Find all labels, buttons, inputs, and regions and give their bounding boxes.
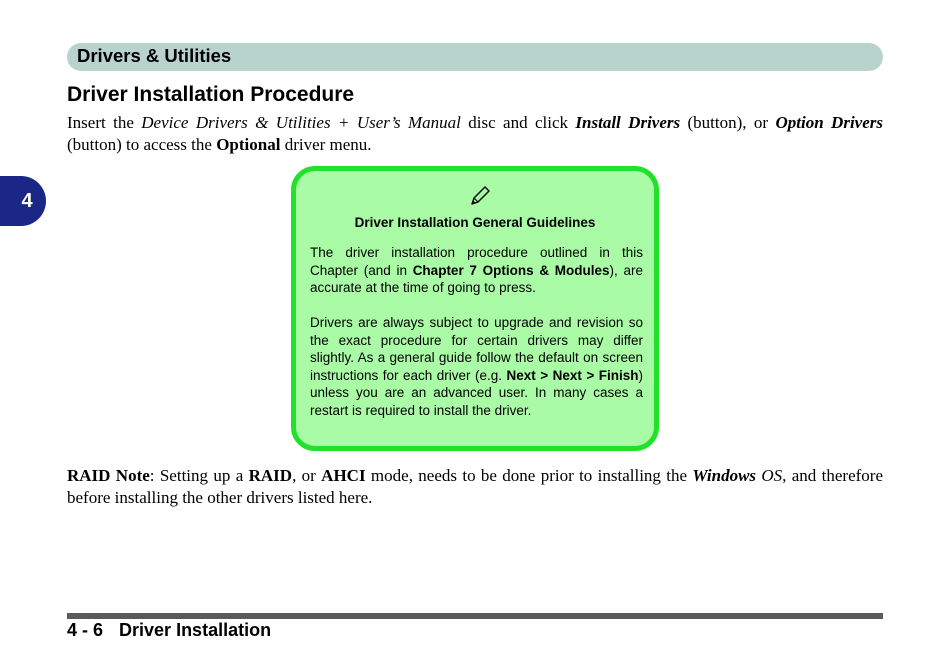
page-title: Driver Installation Procedure (67, 83, 355, 106)
chapter-reference: Chapter 7 Options & Modules (412, 262, 610, 278)
footer-rule (67, 613, 883, 619)
page-number: 4 - 6 (67, 620, 104, 640)
note-text: ), are accurate at the time of going to press. (310, 262, 643, 296)
install-sequence: Next > Next > Finish (506, 367, 639, 383)
raid-note-text: , or (292, 466, 322, 485)
guidelines-note-box (291, 166, 659, 451)
install-drivers-label: Install Drivers (575, 113, 681, 132)
intro-text: (button), or (680, 113, 776, 132)
raid-term: RAID (248, 466, 293, 485)
note-title: Driver Installation General Guidelines (354, 215, 596, 230)
intro-text: driver menu. (280, 134, 372, 154)
raid-note-text: , and therefore before installing the other drivers listed here. (67, 466, 883, 507)
note-paragraph-2 (310, 314, 643, 420)
note-text: The driver installation procedure outlined in this Chapter (and in (310, 245, 643, 278)
intro-paragraph (67, 112, 883, 155)
option-drivers-label: Option Drivers (775, 113, 883, 132)
note-paragraph-1 (310, 244, 643, 297)
os-term: OS (756, 466, 783, 485)
intro-text: (button) to access the (67, 134, 217, 154)
raid-note-text: : Setting up a (149, 466, 249, 485)
disc-name: Device Drivers & Utilities + User’s Manual (141, 113, 461, 132)
raid-note-paragraph (67, 465, 883, 508)
windows-term: Windows (692, 466, 757, 485)
pencil-icon (469, 185, 491, 207)
raid-note-text: mode, needs to be done prior to installing the (365, 466, 693, 485)
note-text: Drivers are always subject to upgrade and revision so the exact procedure for certain drivers may differ slightly. As a general guide follow the default on screen instructions for each driver (e.g. (310, 315, 643, 383)
footer-section-title: Driver Installation (119, 620, 272, 640)
page-footer (67, 620, 271, 641)
optional-label: Optional (216, 134, 281, 154)
intro-text: disc and click (460, 113, 576, 132)
note-text: ) unless you are an advanced user. In many cases a restart is required to install the driver. (310, 367, 643, 418)
chapter-tab: 4 (0, 176, 46, 226)
section-title: Drivers & Utilities (77, 45, 232, 66)
section-header-bar (67, 43, 883, 71)
intro-text: Insert the (67, 113, 142, 132)
raid-note-label: RAID Note (67, 466, 150, 485)
ahci-term: AHCI (321, 466, 366, 485)
